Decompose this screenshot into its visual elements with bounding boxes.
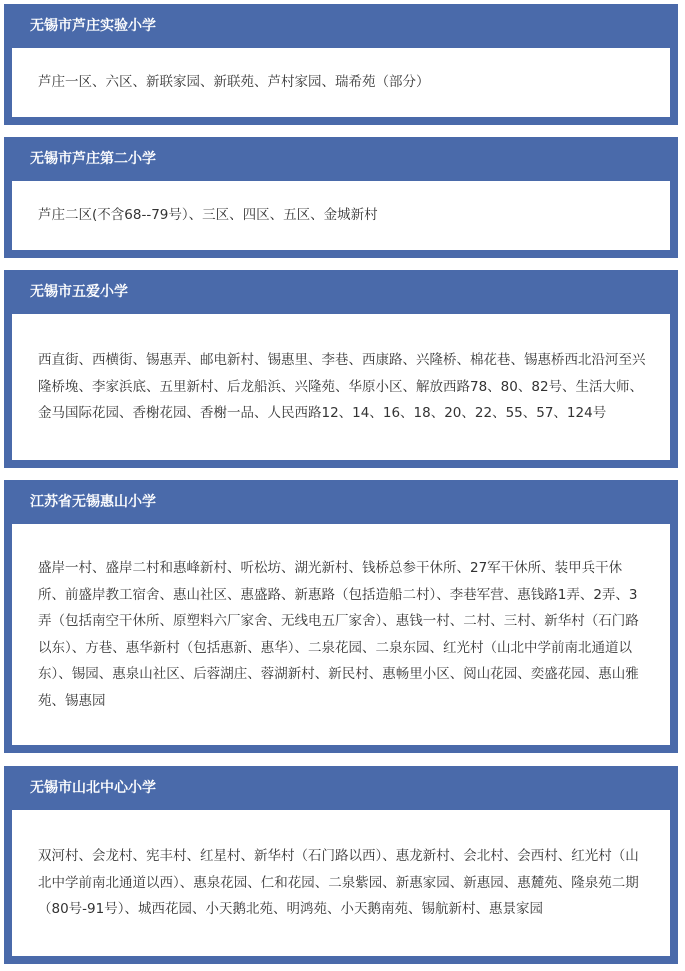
school-areas-text: 芦庄一区、六区、新联家园、新联苑、芦村家园、瑞希苑（部分） [38, 74, 430, 91]
school-areas-panel [12, 314, 670, 460]
school-areas-text: 双河村、会龙村、宪丰村、红星村、新华村（石门路以西）、惠龙新村、会北村、会西村、红光村（山北中学前南北通道以西）、惠泉花园、仁和花园、二泉紫园、新惠家园、新惠园、惠麓苑、隆泉苑二期（80号-91号）、城西花园、小天鹅北苑、明鸿苑、小天鹅南苑、锡航新村、惠景家园 [38, 848, 639, 918]
school-card [4, 4, 678, 125]
school-card [4, 137, 678, 258]
school-name: 无锡市山北中心小学 [30, 780, 156, 796]
school-areas-panel [12, 48, 670, 117]
school-areas-text: 西直街、西横街、锡惠弄、邮电新村、锡惠里、李巷、西康路、兴隆桥、棉花巷、锡惠桥西北沿河至兴隆桥堍、李家浜底、五里新村、后龙船浜、兴隆苑、华原小区、解放西路78、80、82号、生活大师、金马国际花园、香榭花园、香榭一品、人民西路12、14、16、18、20、22、55、57、124号 [38, 352, 646, 422]
school-card [4, 270, 678, 468]
school-card [4, 480, 678, 753]
school-name: 无锡市芦庄实验小学 [30, 18, 156, 34]
school-areas-panel [12, 524, 670, 745]
school-name: 无锡市五爱小学 [30, 284, 128, 300]
school-card [4, 766, 678, 964]
school-name: 江苏省无锡惠山小学 [30, 494, 156, 510]
school-areas-text: 芦庄二区(不含68--79号）、三区、四区、五区、金城新村 [38, 207, 378, 224]
school-name: 无锡市芦庄第二小学 [30, 151, 156, 167]
school-areas-text: 盛岸一村、盛岸二村和惠峰新村、听松坊、湖光新村、钱桥总参干休所、27军干休所、装甲兵干休所、前盛岸教工宿舍、惠山社区、惠盛路、新惠路（包括造船二村）、李巷军营、惠钱路1弄、2弄、3弄（包括南空干休所、原塑料六厂家舍、无线电五厂家舍）、惠钱一村、二村、三村、新华村（石门路以东）、方巷、惠华新村（包括惠新、惠华）、二泉花园、二泉东园、红光村（山北中学前南北通道以东）、锡园、惠泉山社区、后蓉湖庄、蓉湖新村、新民村、惠畅里小区、阅山花园、奕盛花园、惠山雅苑、锡惠园 [38, 560, 639, 709]
school-areas-panel [12, 810, 670, 956]
school-areas-panel [12, 181, 670, 250]
